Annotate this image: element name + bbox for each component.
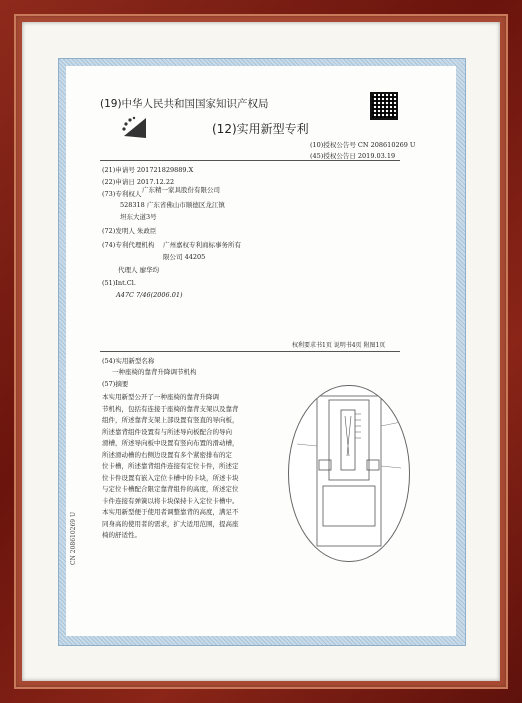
agency-line2: 限公司 44205 <box>163 253 206 261</box>
application-number: (21)申请号 201721829889.X <box>102 166 194 174</box>
cnipa-emblem-icon <box>120 114 150 142</box>
middle-rule <box>100 351 400 352</box>
abstract-body <box>102 392 287 542</box>
abstract-line: 所述靠背组件设置有与所述导向板配合的导向 <box>102 427 232 436</box>
abstract-line: 卡件连接有弹簧以将卡块保持卡入定位卡槽中。 <box>102 496 239 505</box>
agency-label: (74)专利代理机构 <box>102 241 155 249</box>
inventor: (72)发明人 朱政臣 <box>102 227 157 235</box>
authority-title: (19)中华人民共和国国家知识产权局 <box>100 98 269 110</box>
abstract-line: 椅的舒适性。 <box>102 531 141 539</box>
grant-number: (10)授权公告号 CN 208610269 U <box>310 141 416 149</box>
pages-note: 权利要求书1页 说明书4页 附图1页 <box>292 342 386 349</box>
agent: 代理人 廖华均 <box>118 266 160 274</box>
side-publication-code: CN 208610269 U <box>70 511 77 565</box>
abstract-line: 与定位卡槽配合限定靠背组件的高度，所述定位 <box>102 485 239 493</box>
drawing-figure <box>288 385 410 562</box>
header-rule <box>100 160 400 161</box>
int-cl-label: (51)Int.Cl. <box>102 279 136 287</box>
address-line1: 528318 广东省佛山市顺德区龙江镇 <box>120 201 225 209</box>
application-date: (22)申请日 2017.12.22 <box>102 178 175 186</box>
address-line2: 坦东大道3号 <box>120 213 157 221</box>
patent-type-title: (12)实用新型专利 <box>212 122 309 136</box>
name-heading: (54)实用新型名称 <box>102 357 155 365</box>
abstract-line: 组件，所述靠背支架上部设置有竖直的导向板， <box>102 416 239 424</box>
qr-code <box>370 92 398 120</box>
mechanism-drawing <box>289 386 409 561</box>
grant-date: (45)授权公告日 2019.03.19 <box>310 152 396 160</box>
patentee-name: 广东精一家具股份有限公司 <box>142 186 220 194</box>
abstract-line: 滑槽，所述导向板中设置有竖向布置的滑动槽， <box>102 439 239 447</box>
abstract-line: 本实用新型便于使用者调整靠背的高度，满足不 <box>102 508 239 516</box>
abstract-line: 同身高的使用者的需求，扩大适用范围，提高座 <box>102 519 239 528</box>
abstract-line: 节机构，包括有连接于座椅的靠背支架以及靠背 <box>102 404 239 413</box>
agency-line1: 广州嘉权专利商标事务所有 <box>163 241 241 249</box>
patentee-label: (73)专利权人 <box>102 190 142 198</box>
abstract-line: 本实用新型公开了一种座椅的靠背升降调 <box>102 393 219 401</box>
abstract-line: 位卡槽，所述靠背组件连接有定位卡件，所述定 <box>102 462 239 470</box>
utility-model-name: 一种座椅的靠背升降调节机构 <box>112 368 197 376</box>
int-cl-class: A47C 7/46(2006.01) <box>116 291 183 299</box>
abstract-line: 所述滑动槽的右侧边设置有多个紧密排布的定 <box>102 450 232 459</box>
abstract-heading: (57)摘要 <box>102 380 129 388</box>
abstract-line: 位卡件设置有嵌入定位卡槽中的卡块，所述卡块 <box>102 473 239 482</box>
